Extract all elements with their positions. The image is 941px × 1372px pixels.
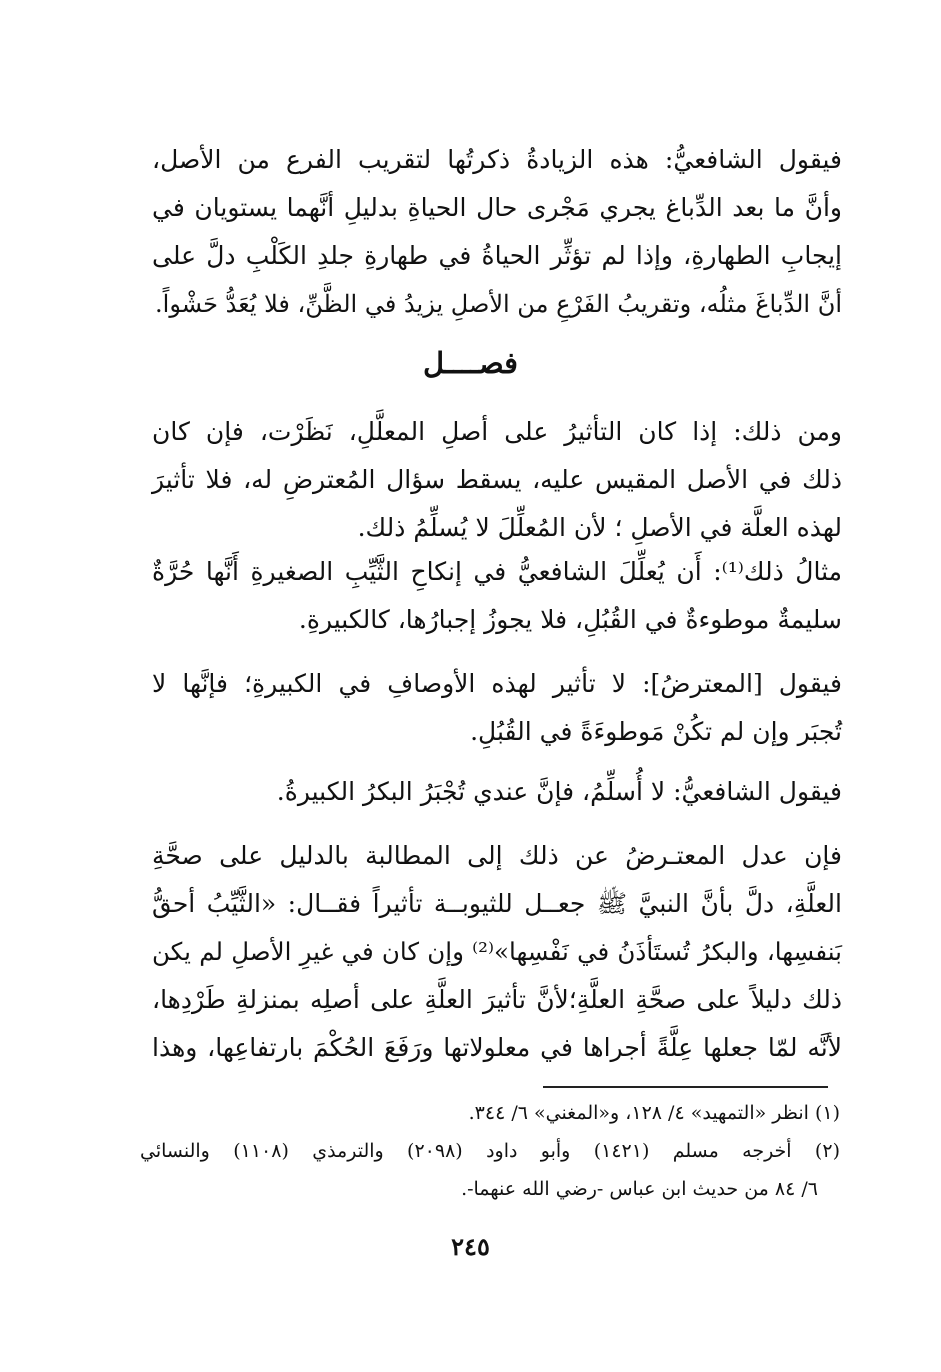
text-line: سليمةٌ موطوءةٌ في القُبُلِ، فلا يجوزُ إجبارُها، كالكبيرةِ. (298, 605, 842, 634)
footnotes (140, 1094, 840, 1208)
text-line: وأنَّ ما بعد الدِّباغ يجري مَجْرى حال الحياةِ بدليلِ أنَّهما يستويان في (152, 193, 842, 222)
page-number: ٢٤٥ (451, 1232, 490, 1261)
text-line: ذلك دليلاً على صحَّةِ العلَّةِ؛لأنَّ تأثيرَ العلَّةِ على أصلِه بمنزلةِ طَرْدِها، (152, 985, 842, 1014)
paragraph-3 (152, 548, 842, 644)
paragraph-1 (152, 136, 842, 328)
text-line: إيجابِ الطهارةِ، وإذا لم تؤثِّر الحياةُ في طهارةِ جلدِ الكَلْبِ دلَّ على (152, 241, 842, 270)
footnote-2: (٢) أخرجه مسلم (١٤٢١) وأبو داود (٢٠٩٨) والترمذي (١١٠٨) والنسائي (140, 1140, 840, 1162)
text-line: فيقول الشافعيُّ: لا أُسلِّمُ، فإنَّ عندي تُجْبَرُ البكرُ الكبيرةُ. (276, 777, 842, 806)
text-line: مثالُ ذلك⁽¹⁾: أَن يُعلِّلَ الشافعيُّ في إنكاحِ الثَّيِّبِ الصغيرةِ أَنَّها حُرَّةٌ (152, 557, 843, 586)
footnote-1: (١) انظر «التمهيد» ٤/ ١٢٨، و«المغني» ٦/ ٣٤٤. (468, 1102, 840, 1124)
text-line: فإن عدل المعتـرضُ عن ذلك إلى المطالبة بالدليل على صحَّةِ (152, 841, 842, 870)
text-line: أنَّ الدِّباغَ مثلُه، وتقريبُ الفَرْعِ من الأصلِ يزيدُ في الظَّنِّ، فلا يُعَدُّ حَشْواً. (155, 290, 842, 318)
paragraph-2 (152, 408, 842, 552)
footnote-2-continued: ٦/ ٨٤ من حديث ابن عباس -رضي الله عنهما-. (461, 1178, 818, 1200)
section-heading: فصــــل (423, 346, 518, 380)
text-line: لأنَّه لمّا جعلها عِلَّةً أجراها في معلولاتها ورَفَعَ الحُكْمَ بارتفاعِها، وهذا (152, 1033, 842, 1062)
text-line: ذلك في الأصل المقيس عليه، يسقط سؤال المُعترضِ له، فلا تأثيرَ (152, 465, 842, 494)
text-line: العلَّةِ، دلَّ بأنَّ النبيَّ ﷺ جعــل للثيوبــة تأثيراً فقــال: «الثَّيِّبُ أحقُّ (152, 889, 842, 918)
paragraph-5 (152, 768, 842, 816)
paragraph-6 (152, 832, 842, 1072)
footnote-divider (543, 1086, 828, 1088)
text-line: تُجبَر وإن لم تكُنْ مَوطوءَةً في القُبُلِ. (470, 717, 842, 746)
text-line: ومن ذلك: إذا كان التأثيرُ على أصلِ المعلَّلِ، نَظَرْت، فإن كان (152, 417, 842, 446)
text-line: فيقول الشافعيُّ: هذه الزيادةُ ذكرتُها لتقريب الفرع من الأصل، (152, 145, 842, 174)
paragraph-4 (152, 660, 842, 756)
text-line: بَنفسِها، والبكرُ تُستَأذَنُ في نَفْسِها»⁽²⁾ وإن كان في غيرِ الأصلِ لم يكن (152, 937, 843, 966)
text-line: لهذه العلَّة في الأصلِ ؛ لأن المُعلِّلَ لا يُسلِّمُ ذلك. (357, 513, 842, 542)
text-line: فيقول [المعترضُ]: لا تأثير لهذه الأوصافِ في الكبيرةِ؛ فإنَّها لا (152, 669, 842, 698)
